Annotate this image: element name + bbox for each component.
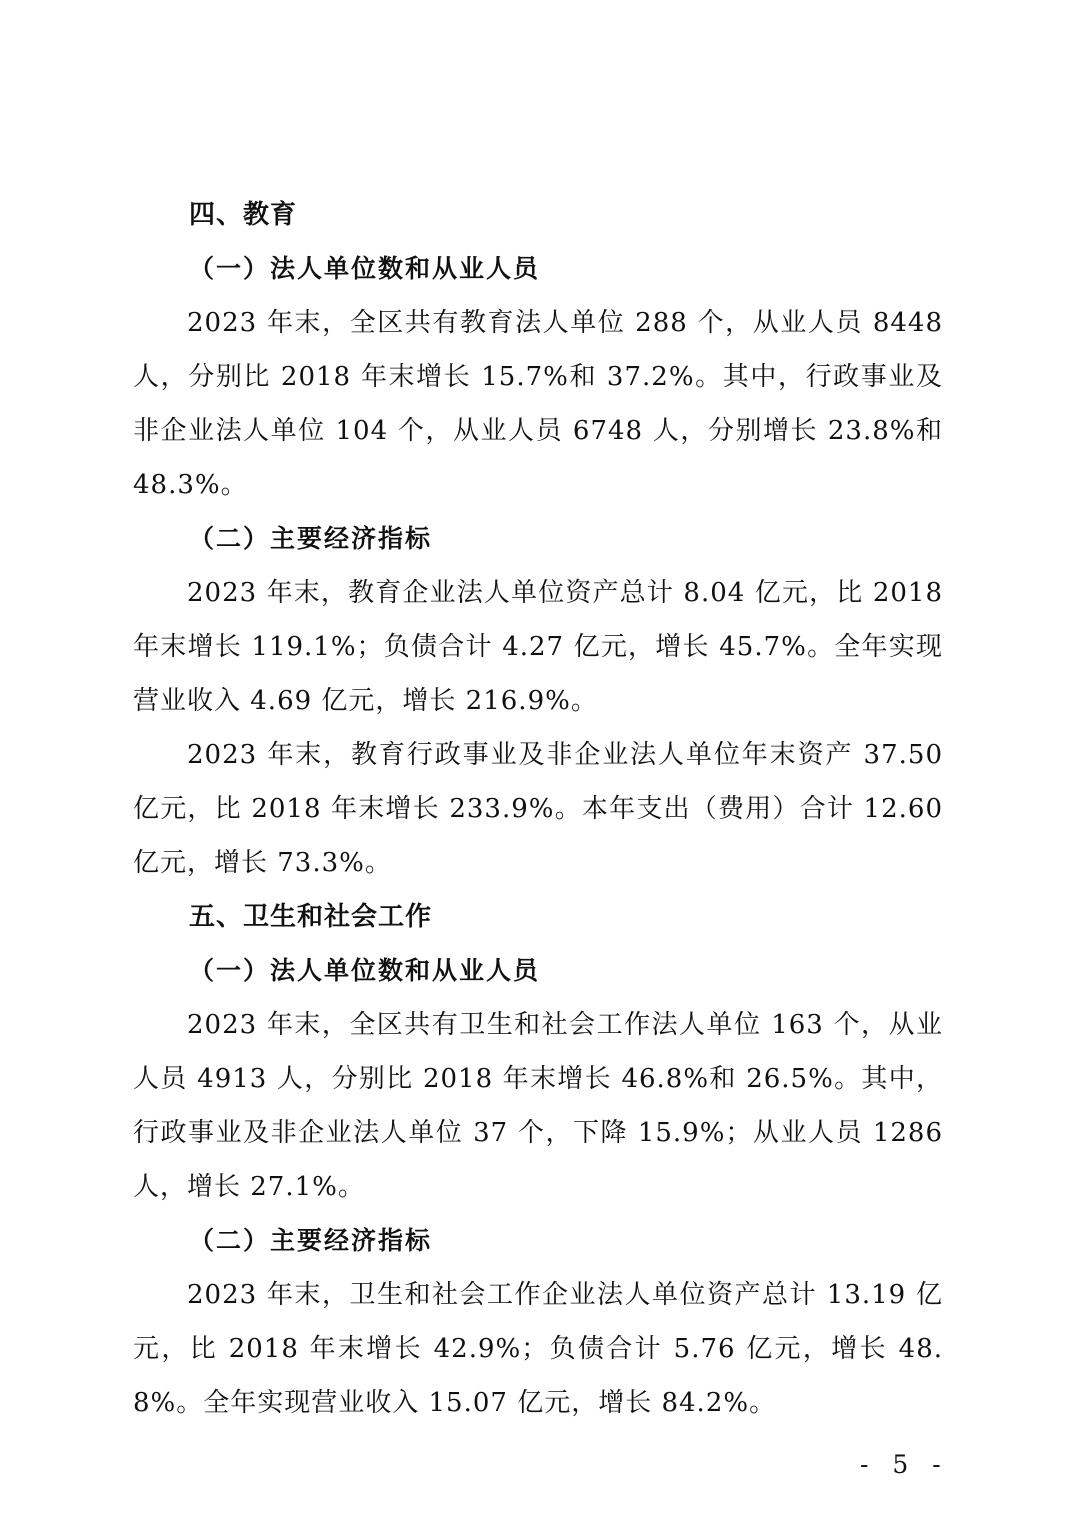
subsection-title-education-indicators: （二）主要经济指标 — [189, 524, 433, 553]
subsection-title-health-units: （一）法人单位数和从业人员 — [189, 956, 541, 985]
section-heading-education: 四、教育 — [189, 200, 298, 230]
paragraph-education-enterprise: 2023 年末，教育企业法人单位资产总计 8.04 亿元，比 2018 年末增长 119.1%；负债合计 4.27 亿元，增长 45.7%。全年实现营业收入 4.69 亿元，增长 216.9%。 — [133, 578, 943, 716]
paragraph-education-units: 2023 年末，全区共有教育法人单位 288 个，从业人员 8448 人，分别比 2018 年末增长 15.7%和 37.2%。其中，行政事业及非企业法人单位 104 个，从业人员 6748 人，分别增长 23.8%和 48.3%。 — [133, 308, 943, 500]
document-body — [133, 188, 943, 1430]
section-heading-health: 五、卫生和社会工作 — [189, 902, 433, 932]
subsection-title-education-units: （一）法人单位数和从业人员 — [189, 254, 541, 283]
paragraph-health-units: 2023 年末，全区共有卫生和社会工作法人单位 163 个，从业人员 4913 人，分别比 2018 年末增长 46.8%和 26.5%。其中，行政事业及非企业法人单位 37 个，下降 15.9%；从业人员 1286 人，增长 27.1%。 — [133, 1010, 943, 1202]
paragraph-health-enterprise: 2023 年末，卫生和社会工作企业法人单位资产总计 13.19 亿元，比 2018 年末增长 42.9%；负债合计 5.76 亿元，增长 48.8%。全年实现营业收入 15.07 亿元，增长 84.2%。 — [133, 1280, 943, 1418]
subsection-title-health-indicators: （二）主要经济指标 — [189, 1226, 433, 1255]
page-number: - 5 - — [860, 1450, 949, 1479]
paragraph-education-nonenterprise: 2023 年末，教育行政事业及非企业法人单位年末资产 37.50 亿元，比 2018 年末增长 233.9%。本年支出（费用）合计 12.60 亿元，增长 73.3%。 — [133, 740, 943, 878]
